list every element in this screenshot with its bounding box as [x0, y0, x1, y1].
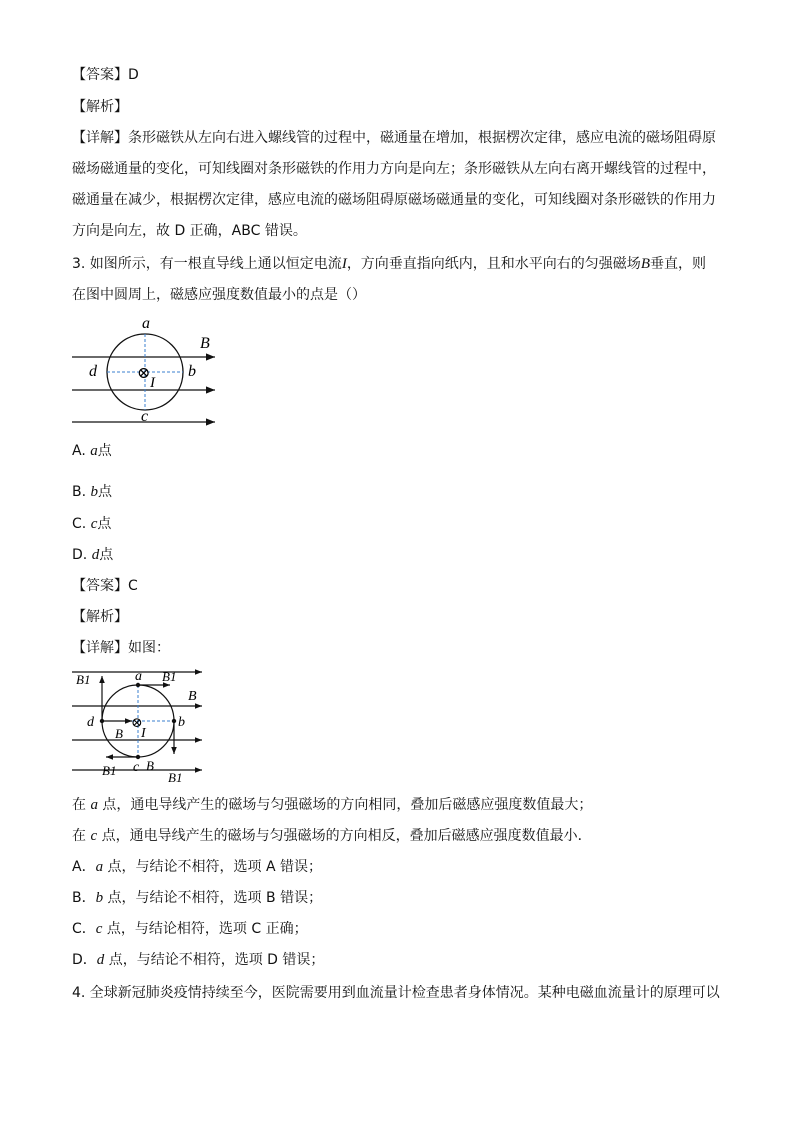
question-3-stem-line2: 在图中圆周上，磁感应强度数值最小的点是（）	[72, 287, 366, 303]
label-c: c	[141, 408, 149, 425]
detail-intro: 【详解】如图：	[72, 640, 170, 656]
svg-text:d: d	[87, 715, 94, 730]
label-d: d	[89, 363, 97, 380]
analysis-tag-3: 【解析】	[72, 609, 128, 625]
svg-text:B1: B1	[162, 669, 177, 684]
question-4-stem: 4. 全球新冠肺炎疫情持续至今，医院需要用到血流量计检查患者身体情况。某种电磁血流量计的原理可以	[72, 985, 720, 1001]
answer-line-3: 【答案】C	[72, 578, 138, 594]
svg-text:B: B	[115, 726, 123, 741]
svg-text:B: B	[188, 689, 197, 704]
label-a: a	[142, 315, 150, 332]
option-d: D. d点	[72, 547, 114, 563]
figure-1	[70, 312, 230, 432]
question-3-stem: 3. 如图所示，有一根直导线上通以恒定电流I，方向垂直指向纸内，且和水平向右的匀强磁场B垂直，则	[72, 256, 706, 272]
option-b: B. b点	[72, 484, 113, 500]
svg-text:⊗: ⊗	[131, 716, 143, 731]
option-a: A. a点	[72, 443, 112, 459]
label-I: I	[150, 375, 155, 391]
wire-symbol: ⊗	[137, 365, 151, 382]
explain-1: 在 a 点，通电导线产生的磁场与匀强磁场的方向相同，叠加后磁感应强度数值最大；	[72, 797, 593, 813]
conclusion-a: A．a 点，与结论不相符，选项 A 错误；	[72, 859, 323, 875]
detail-line-3: 磁通量在减少，根据楞次定律，感应电流的磁场阻碍原磁场磁通量的变化，可知线圈对条形磁铁的作用力	[72, 192, 716, 208]
svg-text:B1: B1	[102, 763, 117, 778]
explain-2: 在 c 点，通电导线产生的磁场与匀强磁场的方向相反，叠加后磁感应强度数值最小．	[72, 828, 592, 844]
detail-tag: 【详解】	[72, 130, 128, 146]
option-c: C. c点	[72, 516, 112, 532]
svg-text:c: c	[133, 760, 140, 775]
label-b: b	[188, 363, 196, 380]
detail-line-1: 【详解】条形磁铁从左向右进入螺线管的过程中，磁通量在增加，根据楞次定律，感应电流的磁场阻碍原	[72, 130, 716, 146]
figure-2	[70, 664, 210, 786]
var-I: I	[341, 256, 347, 272]
svg-text:b: b	[178, 715, 185, 730]
svg-text:I: I	[141, 726, 146, 741]
svg-text:a: a	[135, 669, 142, 684]
detail-line-4: 方向是向左，故 D 正确，ABC 错误。	[72, 223, 307, 239]
conclusion-c: C．c 点，与结论相符，选项 C 正确；	[72, 921, 308, 937]
answer-value-3: C	[128, 578, 138, 594]
svg-text:B: B	[146, 758, 154, 773]
detail-line-2: 磁场磁通量的变化，可知线圈对条形磁铁的作用力方向是向左；条形磁铁从左向右离开螺线管的过程中，	[72, 161, 716, 177]
svg-text:B1: B1	[76, 672, 91, 687]
answer-value: D	[128, 67, 139, 83]
answer-tag: 【答案】	[72, 67, 128, 83]
svg-text:B1: B1	[168, 770, 183, 785]
label-B: B	[200, 335, 210, 352]
conclusion-d: D．d 点，与结论不相符，选项 D 错误；	[72, 952, 325, 968]
analysis-tag: 【解析】	[72, 99, 128, 115]
conclusion-b: B．b 点，与结论不相符，选项 B 错误；	[72, 890, 323, 906]
answer-line	[72, 65, 139, 85]
var-B: B	[640, 256, 650, 272]
